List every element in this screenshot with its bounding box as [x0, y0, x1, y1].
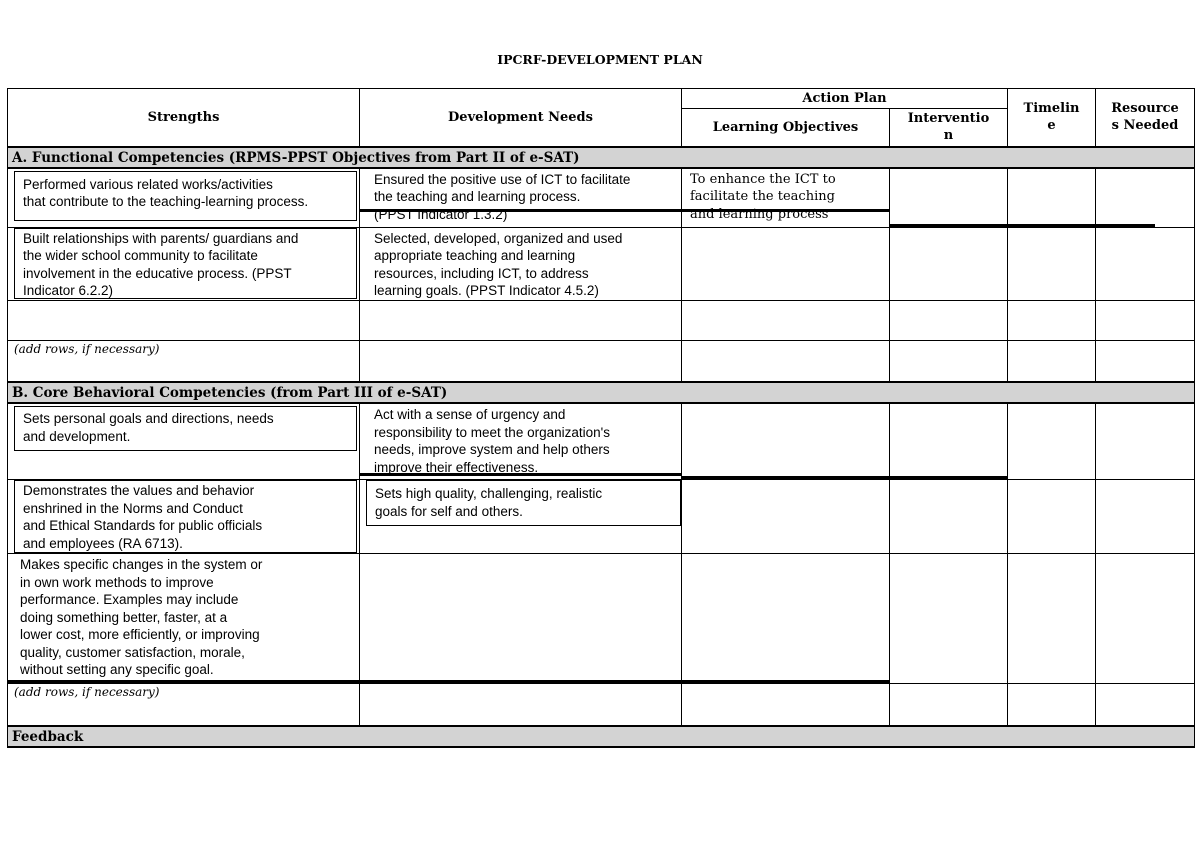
- add-rows-note: (add rows, if necessary): [14, 341, 160, 356]
- header-action-plan: Action Plan: [682, 89, 1008, 109]
- strength-cell: Demonstrates the values and behavior enshrined in the Norms and Conduct and Ethical Standards for public officials and employees (RA 6713).: [14, 480, 357, 553]
- section-a-title: A. Functional Competencies (RPMS-PPST Objectives from Part II of e-SAT): [8, 147, 1195, 168]
- strength-cell: Performed various related works/activities that contribute to the teaching-learning process.: [14, 171, 357, 221]
- strength-cell: Sets personal goals and directions, needs and development.: [14, 406, 357, 451]
- header-learning-objectives: Learning Objectives: [682, 109, 890, 147]
- table-row: [8, 480, 1195, 554]
- section-a-header: [8, 147, 1195, 168]
- learning-objective-cell: To enhance the ICT to facilitate the teaching and learning process: [682, 169, 890, 212]
- development-need-cell: Ensured the positive use of ICT to facilitate the teaching and learning process. (PPST Indicator 1.3.2): [360, 169, 681, 212]
- header-intervention: Interventio n: [890, 109, 1008, 147]
- header-development-needs: Development Needs: [360, 89, 682, 147]
- table-row: [8, 227, 1195, 300]
- feedback-row: [8, 726, 1195, 747]
- header-strengths: Strengths: [8, 89, 360, 147]
- header-timeline: Timelin e: [1008, 89, 1096, 147]
- table-row: [8, 340, 1195, 382]
- development-need-cell: Act with a sense of urgency and responsibility to meet the organization's needs, improve system and help others improve their effectiveness.: [360, 404, 681, 476]
- feedback-label: Feedback: [8, 726, 1195, 747]
- table-row: [8, 168, 1195, 228]
- development-plan-table: [7, 88, 1195, 748]
- table-row: [8, 554, 1195, 684]
- section-b-title: B. Core Behavioral Competencies (from Part III of e-SAT): [8, 382, 1195, 403]
- development-need-cell: Selected, developed, organized and used appropriate teaching and learning resources, including ICT, to address learning goals. (PPST Indicator 4.5.2): [374, 230, 623, 298]
- table-row: [8, 300, 1195, 340]
- section-b-header: [8, 382, 1195, 403]
- page-title: IPCRF-DEVELOPMENT PLAN: [497, 52, 703, 67]
- table-row: [8, 403, 1195, 480]
- strength-cell: Built relationships with parents/ guardians and the wider school community to facilitate involvement in the educative process. (PPST Indicator 6.2.2): [14, 228, 357, 299]
- development-need-cell: Sets high quality, challenging, realistic goals for self and others.: [366, 480, 681, 526]
- header-resources-needed: Resource s Needed: [1096, 89, 1195, 147]
- learning-objective-cell: [682, 227, 890, 300]
- strength-cell: Makes specific changes in the system or in own work methods to improve performance. Examples may include doing something better, faster, at a lower cost, more efficiently, or improving quality, customer satisfaction, morale, without setting any specific goal.: [8, 554, 889, 683]
- table-row: [8, 684, 1195, 726]
- add-rows-note: (add rows, if necessary): [14, 685, 160, 699]
